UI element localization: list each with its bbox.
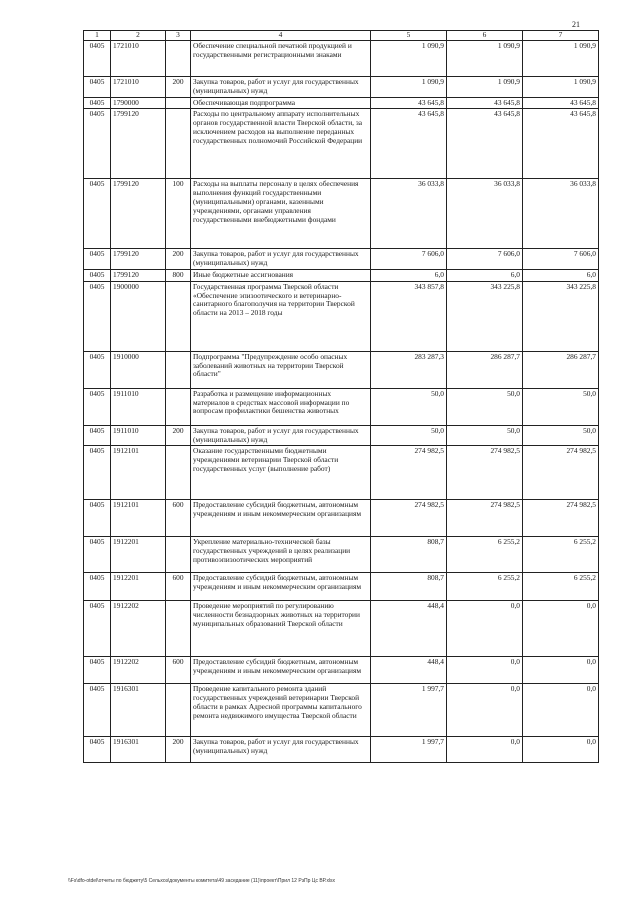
table-cell-c7: 50,0 — [523, 425, 599, 446]
header-cell: 1 — [84, 31, 111, 41]
table-cell-c4: Предоставление субсидий бюджетным, автономным учреждениям и иным некоммерческим организациям — [191, 573, 371, 601]
table-cell-c5: 36 033,8 — [371, 179, 447, 249]
table-row — [84, 249, 599, 270]
table-cell-c1: 0405 — [84, 537, 111, 573]
table-cell-c6: 43 645,8 — [447, 109, 523, 179]
table-row — [84, 269, 599, 281]
table-cell-c5: 448,4 — [371, 657, 447, 684]
table-cell-c2: 1911010 — [111, 425, 166, 446]
table-cell-c2: 1912202 — [111, 657, 166, 684]
header-cell: 5 — [371, 31, 447, 41]
table-cell-c2: 1916301 — [111, 737, 166, 763]
table-cell-c5: 1 997,7 — [371, 737, 447, 763]
table-cell-c7: 0,0 — [523, 657, 599, 684]
header-cell: 6 — [447, 31, 523, 41]
table-row — [84, 601, 599, 657]
table-cell-c5: 50,0 — [371, 388, 447, 425]
table-cell-c1: 0405 — [84, 41, 111, 77]
table-cell-c1: 0405 — [84, 573, 111, 601]
table-row — [84, 537, 599, 573]
table-cell-c6: 274 982,5 — [447, 500, 523, 537]
table-cell-c6: 43 645,8 — [447, 97, 523, 109]
table-cell-c2: 1721010 — [111, 77, 166, 98]
table-cell-c6: 0,0 — [447, 601, 523, 657]
table-cell-c1: 0405 — [84, 179, 111, 249]
table-cell-c7: 43 645,8 — [523, 97, 599, 109]
table-cell-c2: 1910000 — [111, 351, 166, 388]
table-cell-c1: 0405 — [84, 601, 111, 657]
table-cell-c7: 274 982,5 — [523, 500, 599, 537]
table-cell-c4: Проведение капитального ремонта зданий государственных учреждений ветеринарии Тверской области в рамках Адресной программы капитального ремонта недвижимого имущества Тверской области — [191, 684, 371, 737]
budget-table — [83, 30, 599, 763]
table-cell-c3: 600 — [166, 573, 191, 601]
table-cell-c3 — [166, 97, 191, 109]
table-cell-c1: 0405 — [84, 500, 111, 537]
table-cell-c5: 274 982,5 — [371, 500, 447, 537]
table-cell-c5: 808,7 — [371, 537, 447, 573]
table-row — [84, 351, 599, 388]
table-row — [84, 179, 599, 249]
table-row — [84, 77, 599, 98]
table-cell-c5: 283 287,3 — [371, 351, 447, 388]
table-cell-c3 — [166, 281, 191, 351]
table-cell-c1: 0405 — [84, 388, 111, 425]
table-cell-c7: 50,0 — [523, 388, 599, 425]
table-cell-c5: 808,7 — [371, 573, 447, 601]
table-cell-c1: 0405 — [84, 269, 111, 281]
table-row — [84, 41, 599, 77]
table-cell-c7: 1 090,9 — [523, 77, 599, 98]
table-cell-c3: 200 — [166, 737, 191, 763]
table-cell-c7: 36 033,8 — [523, 179, 599, 249]
table-cell-c2: 1799120 — [111, 269, 166, 281]
table-cell-c1: 0405 — [84, 425, 111, 446]
table-cell-c4: Проведение мероприятий по регулированию численности безнадзорных животных на территории муниципальных образований Тверской области — [191, 601, 371, 657]
table-cell-c2: 1799120 — [111, 109, 166, 179]
table-cell-c2: 1912202 — [111, 601, 166, 657]
table-cell-c3: 200 — [166, 249, 191, 270]
table-cell-c2: 1799120 — [111, 179, 166, 249]
header-cell: 7 — [523, 31, 599, 41]
table-cell-c4: Закупка товаров, работ и услуг для государственных (муниципальных) нужд — [191, 737, 371, 763]
table-cell-c3 — [166, 601, 191, 657]
table-cell-c3: 100 — [166, 179, 191, 249]
table-cell-c5: 448,4 — [371, 601, 447, 657]
table-cell-c4: Подпрограмма "Предупреждение особо опасных заболеваний животных на территории Тверской области" — [191, 351, 371, 388]
table-cell-c6: 0,0 — [447, 657, 523, 684]
table-cell-c2: 1790000 — [111, 97, 166, 109]
table-row — [84, 500, 599, 537]
table-cell-c5: 343 857,8 — [371, 281, 447, 351]
table-row — [84, 388, 599, 425]
table-row — [84, 737, 599, 763]
table-cell-c5: 50,0 — [371, 425, 447, 446]
table-cell-c2: 1900000 — [111, 281, 166, 351]
table-row — [84, 281, 599, 351]
table-cell-c6: 1 090,9 — [447, 41, 523, 77]
header-cell: 2 — [111, 31, 166, 41]
table-cell-c2: 1799120 — [111, 249, 166, 270]
table-cell-c2: 1912201 — [111, 537, 166, 573]
table-cell-c4: Расходы по центральному аппарату исполнительных органов государственной власти Тверской области, за исключением расходов на выполнение переданных государственных полномочий Российской Федерации — [191, 109, 371, 179]
table-cell-c6: 36 033,8 — [447, 179, 523, 249]
table-cell-c5: 7 606,0 — [371, 249, 447, 270]
table-cell-c1: 0405 — [84, 249, 111, 270]
table-cell-c5: 43 645,8 — [371, 97, 447, 109]
table-cell-c5: 1 997,7 — [371, 684, 447, 737]
table-cell-c6: 6,0 — [447, 269, 523, 281]
header-cell: 3 — [166, 31, 191, 41]
table-cell-c6: 6 255,2 — [447, 573, 523, 601]
table-cell-c7: 43 645,8 — [523, 109, 599, 179]
table-cell-c1: 0405 — [84, 684, 111, 737]
table-row — [84, 684, 599, 737]
table-cell-c7: 0,0 — [523, 601, 599, 657]
table-cell-c2: 1912101 — [111, 500, 166, 537]
table-cell-c4: Обеспечение специальной печатной продукцией и государственными регистрационными знаками — [191, 41, 371, 77]
table-cell-c7: 7 606,0 — [523, 249, 599, 270]
table-cell-c5: 274 982,5 — [371, 446, 447, 500]
table-cell-c4: Предоставление субсидий бюджетным, автономным учреждениям и иным некоммерческим организациям — [191, 500, 371, 537]
table-row — [84, 97, 599, 109]
table-cell-c6: 6 255,2 — [447, 537, 523, 573]
table-cell-c5: 43 645,8 — [371, 109, 447, 179]
table-cell-c4: Обеспечивающая подпрограмма — [191, 97, 371, 109]
table-cell-c1: 0405 — [84, 657, 111, 684]
table-cell-c1: 0405 — [84, 737, 111, 763]
table-cell-c3 — [166, 446, 191, 500]
table-cell-c3 — [166, 684, 191, 737]
table-row — [84, 446, 599, 500]
table-cell-c3: 800 — [166, 269, 191, 281]
table-cell-c6: 50,0 — [447, 388, 523, 425]
table-cell-c1: 0405 — [84, 97, 111, 109]
table-cell-c2: 1912101 — [111, 446, 166, 500]
table-cell-c5: 1 090,9 — [371, 41, 447, 77]
table-cell-c5: 6,0 — [371, 269, 447, 281]
table-cell-c3: 200 — [166, 425, 191, 446]
table-cell-c4: Закупка товаров, работ и услуг для государственных (муниципальных) нужд — [191, 425, 371, 446]
table-cell-c4: Расходы на выплаты персоналу в целях обеспечения выполнения функций государственными (муниципальными) органами, казенными учреждениями, органами управления государственными внебюджетными фондами — [191, 179, 371, 249]
table-cell-c7: 1 090,9 — [523, 41, 599, 77]
table-cell-c1: 0405 — [84, 351, 111, 388]
table-row — [84, 573, 599, 601]
table-cell-c4: Оказание государственными бюджетными учреждениями ветеринарии Тверской области государственных услуг (выполнение работ) — [191, 446, 371, 500]
table-cell-c4: Укрепление материально-технической базы государственных учреждений в целях реализации противоэпизоотических мероприятий — [191, 537, 371, 573]
table-cell-c6: 0,0 — [447, 684, 523, 737]
table-cell-c6: 286 287,7 — [447, 351, 523, 388]
table-cell-c6: 343 225,8 — [447, 281, 523, 351]
table-row — [84, 657, 599, 684]
footer-file-path: \\Fs\dfo-otdel\отчеты по бюджету\5 Сельхоз\документы комитета\49 заседание (11)\проект\Прил 12 РзПр Цс ВР.xlsx — [68, 878, 336, 884]
header-cell: 4 — [191, 31, 371, 41]
table-cell-c1: 0405 — [84, 281, 111, 351]
table-row — [84, 425, 599, 446]
table-cell-c2: 1721010 — [111, 41, 166, 77]
table-cell-c6: 50,0 — [447, 425, 523, 446]
page-number: 21 — [572, 20, 580, 29]
table-cell-c7: 274 982,5 — [523, 446, 599, 500]
table-cell-c5: 1 090,9 — [371, 77, 447, 98]
table-cell-c1: 0405 — [84, 109, 111, 179]
table-cell-c7: 343 225,8 — [523, 281, 599, 351]
table-cell-c1: 0405 — [84, 446, 111, 500]
table-cell-c3 — [166, 109, 191, 179]
table-cell-c4: Закупка товаров, работ и услуг для государственных (муниципальных) нужд — [191, 249, 371, 270]
table-cell-c2: 1911010 — [111, 388, 166, 425]
table-cell-c7: 0,0 — [523, 737, 599, 763]
table-cell-c4: Закупка товаров, работ и услуг для государственных (муниципальных) нужд — [191, 77, 371, 98]
table-cell-c4: Иные бюджетные ассигнования — [191, 269, 371, 281]
table-cell-c2: 1916301 — [111, 684, 166, 737]
table-cell-c7: 0,0 — [523, 684, 599, 737]
table-cell-c4: Предоставление субсидий бюджетным, автономным учреждениям и иным некоммерческим организациям — [191, 657, 371, 684]
table-cell-c4: Государственная программа Тверской области «Обеспечение эпизоотического и ветеринарно-санитарного благополучия на территории Тверской области на 2013 – 2018 годы — [191, 281, 371, 351]
table-cell-c3: 200 — [166, 77, 191, 98]
table-cell-c6: 7 606,0 — [447, 249, 523, 270]
table-cell-c3 — [166, 351, 191, 388]
table-cell-c2: 1912201 — [111, 573, 166, 601]
table-cell-c1: 0405 — [84, 77, 111, 98]
table-cell-c3 — [166, 537, 191, 573]
table-cell-c7: 6,0 — [523, 269, 599, 281]
table-cell-c7: 6 255,2 — [523, 573, 599, 601]
table-cell-c3 — [166, 41, 191, 77]
table-cell-c6: 0,0 — [447, 737, 523, 763]
table-cell-c6: 274 982,5 — [447, 446, 523, 500]
table-cell-c3 — [166, 388, 191, 425]
header-row — [84, 31, 599, 41]
table-cell-c7: 6 255,2 — [523, 537, 599, 573]
table-cell-c4: Разработка и размещение информационных материалов в средствах массовой информации по вопросам профилактики бешенства животных — [191, 388, 371, 425]
table-cell-c6: 1 090,9 — [447, 77, 523, 98]
table-cell-c3: 600 — [166, 500, 191, 537]
table-cell-c7: 286 287,7 — [523, 351, 599, 388]
table-cell-c3: 600 — [166, 657, 191, 684]
table-row — [84, 109, 599, 179]
